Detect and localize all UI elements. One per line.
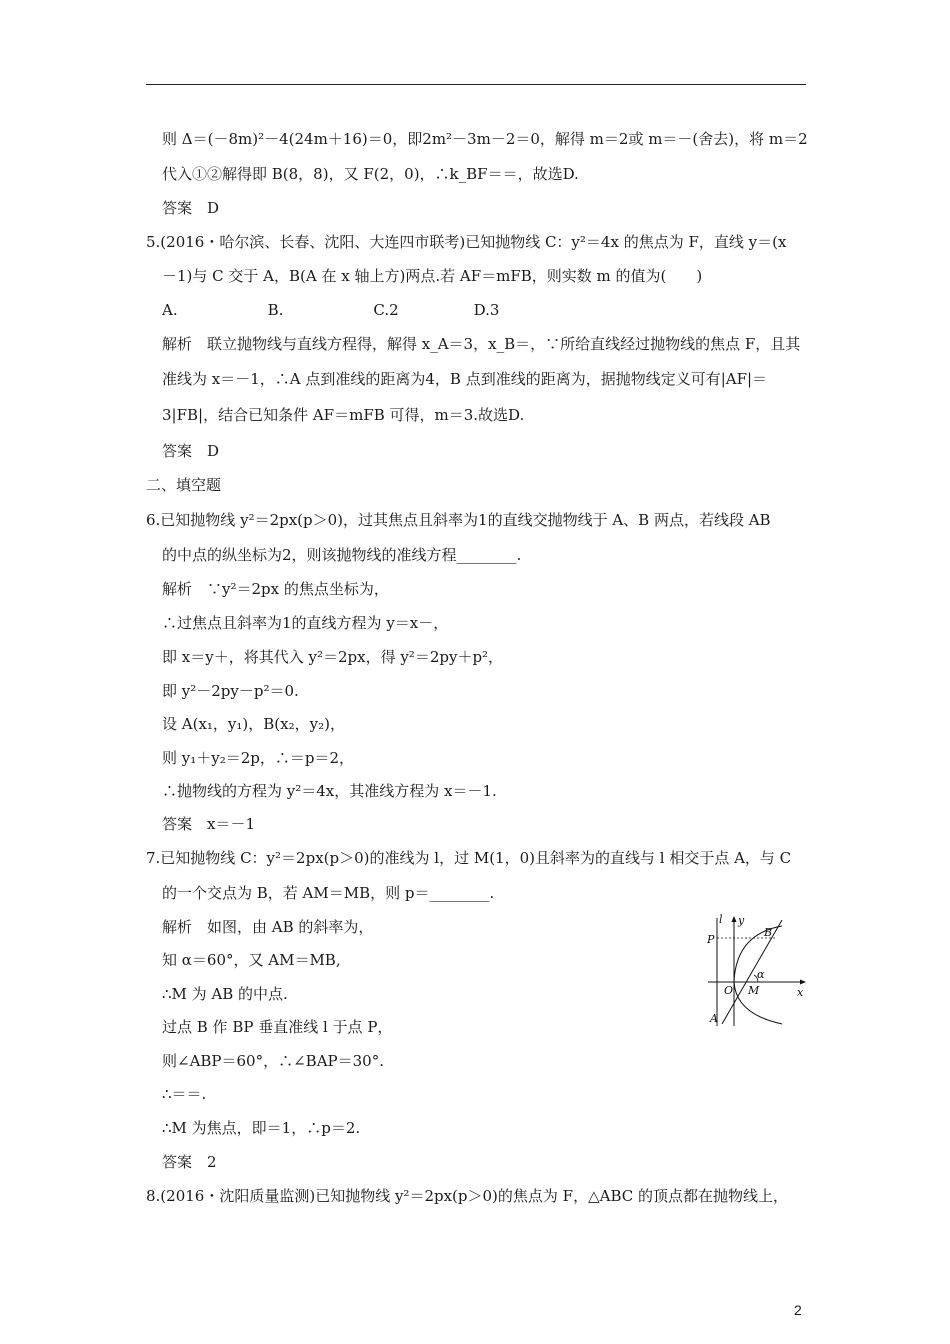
header-rule	[146, 84, 806, 85]
solution-line: 解析 联立抛物线与直线方程得，解得 x_A＝3，x_B＝，∵所给直线经过抛物线的焦点 F，且其	[162, 335, 801, 353]
label-m: M	[748, 984, 760, 997]
solution-line: ∴M 为焦点，即＝1，∴p＝2.	[162, 1119, 361, 1137]
solution-line: 即 y²－2py－p²＝0.	[162, 682, 299, 700]
solution-line: ∴＝＝.	[162, 1085, 207, 1103]
answer-line: 答案 2	[162, 1153, 217, 1171]
page-number: 2	[794, 1302, 802, 1318]
solution-line: ∴过焦点且斜率为1的直线方程为 y＝x－，	[162, 614, 449, 632]
question-7-line: 的一个交点为 B，若 AM＝MB，则 p＝________.	[162, 884, 495, 902]
solution-line: 解析 ∵y²＝2px 的焦点坐标为，	[162, 580, 389, 598]
section-heading: 二、填空题	[146, 476, 222, 494]
solution-line: 过点 B 作 BP 垂直准线 l 于点 P，	[162, 1018, 393, 1036]
solution-line: 解析 如图，由 AB 的斜率为，	[162, 918, 374, 936]
solution-line: 则∠ABP＝60°，∴∠BAP＝30°.	[162, 1052, 384, 1070]
label-a: A	[710, 1012, 718, 1025]
answer-line: 答案 D	[162, 199, 220, 217]
solution-line: ∴M 为 AB 的中点.	[162, 985, 288, 1003]
label-l: l	[719, 914, 723, 926]
label-b: B	[764, 926, 773, 939]
text-line: 则 Δ＝(－8m)²－4(24m＋16)＝0，即2m²－3m－2＝0，解得 m＝2或 m＝－(舍去)，将 m＝2	[162, 130, 808, 148]
question-8-line: 8.(2016・沈阳质量监测)已知抛物线 y²＝2px(p＞0)的焦点为 F，△ABC 的顶点都在抛物线上，	[146, 1187, 788, 1205]
question-7-line: 7.已知抛物线 C：y²＝2px(p＞0)的准线为 l，过 M(1，0)且斜率为的直线与 l 相交于点 A，与 C	[146, 849, 792, 867]
question-6-line: 的中点的纵坐标为2，则该抛物线的准线方程________.	[162, 546, 522, 564]
solution-line: 即 x＝y＋，将其代入 y²＝2px，得 y²＝2py＋p²，	[162, 648, 504, 666]
label-o: O	[724, 984, 734, 997]
text-line: 代入①②解得即 B(8，8)，又 F(2，0)，∴k_BF＝＝，故选D.	[162, 165, 579, 183]
question-5-line: 5.(2016・哈尔滨、长春、沈阳、大连四市联考)已知抛物线 C：y²＝4x 的焦点为 F，直线 y＝(x	[146, 233, 787, 251]
solution-line: ∴抛物线的方程为 y²＝4x，其准线方程为 x＝－1.	[162, 782, 497, 800]
parabola-diagram	[700, 914, 812, 1032]
line-ab	[722, 920, 782, 1024]
answer-line: 答案 D	[162, 442, 220, 460]
y-axis-arrow	[732, 916, 737, 922]
label-y: y	[738, 914, 745, 927]
label-p: P	[707, 933, 715, 946]
solution-line: 则 y₁＋y₂＝2p，∴＝p＝2，	[162, 749, 355, 767]
x-axis-arrow	[800, 980, 806, 985]
solution-line: 知 α＝60°，又 AM＝MB,	[162, 951, 341, 969]
solution-line: 准线为 x＝－1，∴A 点到准线的距离为4，B 点到准线的距离为，据抛物线定义可有|AF|＝	[162, 370, 768, 388]
label-x: x	[797, 986, 804, 999]
label-alpha: α	[757, 968, 765, 981]
solution-line: 3|FB|，结合已知条件 AF＝mFB 可得，m＝3.故选D.	[162, 406, 525, 424]
options-line: A. B. C.2 D.3	[162, 301, 500, 319]
question-5-line: －1)与 C 交于 A，B(A 在 x 轴上方)两点.若 AF＝mFB，则实数 m 的值为( )	[162, 267, 703, 285]
solution-line: 设 A(x₁，y₁)，B(x₂，y₂)，	[162, 715, 345, 733]
answer-line: 答案 x＝－1	[162, 815, 256, 833]
question-6-line: 6.已知抛物线 y²＝2px(p＞0)，过其焦点且斜率为1的直线交抛物线于 A、B 两点，若线段 AB	[146, 511, 771, 529]
